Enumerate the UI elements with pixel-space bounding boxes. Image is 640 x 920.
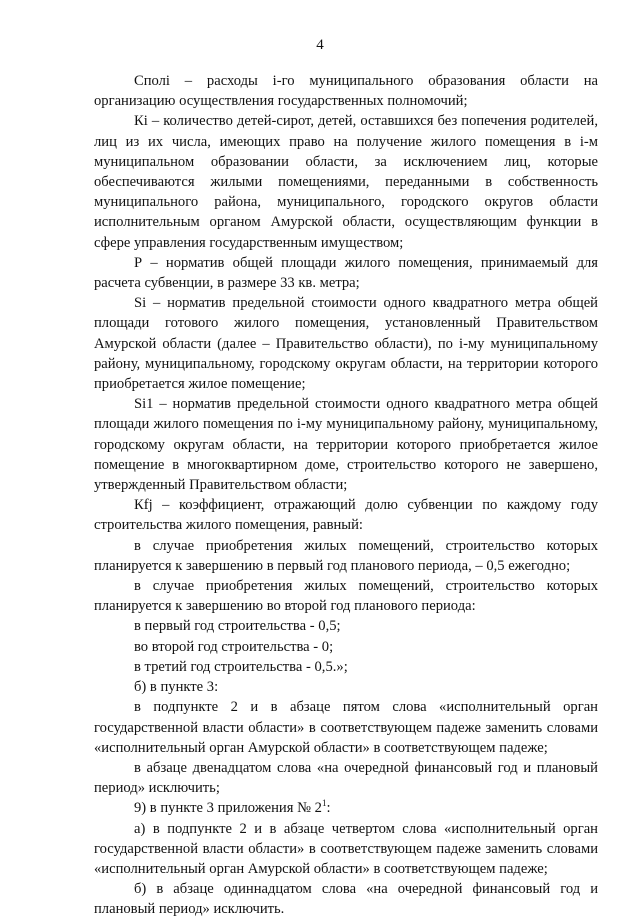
paragraph-item-b2: б) в абзаце одиннадцатом слова «на очередной финансовый год и плановый период» исключить. [94, 881, 598, 918]
item9-superscript: 1 [321, 798, 327, 809]
paragraph-abzac12: в абзаце двенадцатом слова «на очередной финансовый год и плановый период» исключить; [94, 759, 598, 797]
item9-tail: : [326, 800, 331, 817]
paragraph-item-a: а) в подпункте 2 и в абзаце четвертом слова «исполнительный орган государственной власти области» в соответствующем падеже заменить словами «исполнительный орган Амурской области» в соответствующем падеже; [94, 820, 598, 877]
document-body [94, 71, 598, 920]
paragraph-item-b: б) в пункте 3: [134, 679, 219, 696]
paragraph-year3: в третий год строительства - 0,5.»; [134, 658, 348, 675]
paragraph-item9 [94, 798, 598, 818]
item9-text: 9) в пункте 3 приложения № 2 [134, 800, 322, 817]
paragraph-kfj: Кfj – коэффициент, отражающий долю субвенции по каждому году строительства жилого помещения, равный: [94, 497, 598, 534]
paragraph-first-year: в случае приобретения жилых помещений, строительство которых планируется к завершению в первый год планового периода, – 0,5 ежегодно; [94, 537, 598, 574]
paragraph-year1: в первый год строительства - 0,5; [134, 618, 341, 635]
paragraph-subitem2: в подпункте 2 и в абзаце пятом слова «исполнительный орган государственной власти области» в соответствующем падеже заменить словами «исполнительный орган Амурской области» в соответствующем падеже; [94, 699, 598, 756]
paragraph-year2: во второй год строительства - 0; [134, 638, 334, 655]
page-number: 4 [316, 37, 324, 53]
paragraph-ki: Кі – количество детей-сирот, детей, оставшихся без попечения родителей, лиц из их числа, имеющих право на получение жилого помещения в і-м муниципальном образовании области, за исключением лиц, которые обеспечиваются жилыми помещениями, переданными в собственность муниципального района, муниципального, городского округов области исполнительным органом Амурской области, осуществляющим функции в сфере управления государственным имуществом; [94, 113, 598, 251]
paragraph-si1: Si1 – норматив предельной стоимости одного квадратного метра общей площади жилого помещения по і-му муниципальному району, муниципальному, городскому округам области, на территории которого приобретается жилое помещение в многоквартирном доме, строительство которого не завершено, утвержденный Правительством области; [94, 396, 598, 494]
paragraph-p: Р – норматив общей площади жилого помещения, принимаемый для расчета субвенции, в размере 33 кв. метра; [94, 254, 598, 292]
paragraph-spoli: Сполі – расходы і-го муниципального образования области на организацию осуществления государственных полномочий; [94, 73, 598, 110]
paragraph-si: Si – норматив предельной стоимости одного квадратного метра общей площади готового жилого помещения, установленный Правительством Амурской области (далее – Правительство области), по і-му муниципальному району, муниципальному, городскому округам области, на территории которого приобретается жилое помещение; [94, 295, 598, 393]
paragraph-second-year: в случае приобретения жилых помещений, строительство которых планируется к завершению во второй год планового периода: [94, 578, 598, 615]
